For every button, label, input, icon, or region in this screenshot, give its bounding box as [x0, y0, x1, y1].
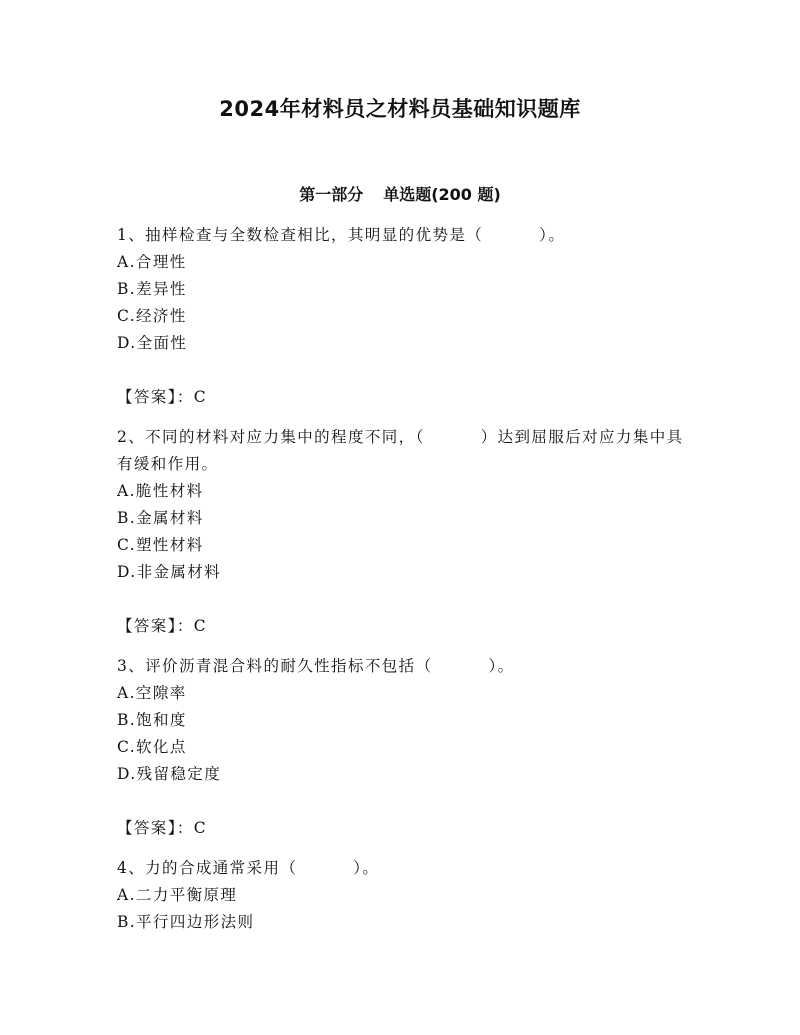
answer-label: 【答案】： [117, 617, 194, 635]
option-b: B.金属材料 [117, 509, 204, 527]
section-label: 单选题(200 题) [383, 185, 501, 204]
question-4 [117, 855, 687, 936]
stem-text-end: ）。 [539, 226, 566, 244]
option-d: D.非金属材料 [117, 563, 222, 581]
option-a: A.空隙率 [117, 684, 187, 702]
question-3 [117, 653, 687, 842]
option-c: C.塑性材料 [117, 536, 204, 554]
answer-value: C [193, 617, 208, 635]
option-b: B.平行四边形法则 [117, 913, 255, 931]
stem-text: 4、力的合成通常采用（ [117, 859, 298, 877]
answer-label: 【答案】： [117, 388, 194, 406]
stem-text-end: ）达到屈服后对应力集中具有缓和作用。 [117, 428, 684, 473]
section-title [0, 182, 800, 208]
question-stem [117, 424, 687, 478]
stem-text: 2、不同的材料对应力集中的程度不同，（ [117, 428, 425, 446]
answer-value: C [193, 388, 208, 406]
stem-text: 3、评价沥青混合料的耐久性指标不包括（ [117, 657, 433, 675]
stem-text: 1、抽样检查与全数检查相比，其明显的优势是（ [117, 226, 484, 244]
option-c: C.经济性 [117, 307, 187, 325]
option-d: D.全面性 [117, 334, 188, 352]
question-1 [117, 222, 687, 411]
question-stem [117, 653, 687, 680]
question-stem [117, 855, 687, 882]
document-title: 2024年材料员之材料员基础知识题库 [219, 97, 581, 121]
question-list [117, 222, 687, 936]
section-part: 第一部分 [299, 185, 364, 204]
option-b: B.差异性 [117, 280, 187, 298]
question-stem [117, 222, 687, 249]
option-b: B.饱和度 [117, 711, 187, 729]
answer-line [117, 613, 687, 640]
answer-value: C [193, 819, 208, 837]
stem-text-end: ）。 [488, 657, 515, 675]
answer-line [117, 815, 687, 842]
option-c: C.软化点 [117, 738, 187, 756]
option-a: A.二力平衡原理 [117, 886, 238, 904]
question-2 [117, 424, 687, 640]
option-a: A.脆性材料 [117, 482, 204, 500]
stem-text-end: ）。 [353, 859, 380, 877]
answer-label: 【答案】： [117, 819, 194, 837]
option-a: A.合理性 [117, 253, 187, 271]
answer-line [117, 384, 687, 411]
option-d: D.残留稳定度 [117, 765, 222, 783]
